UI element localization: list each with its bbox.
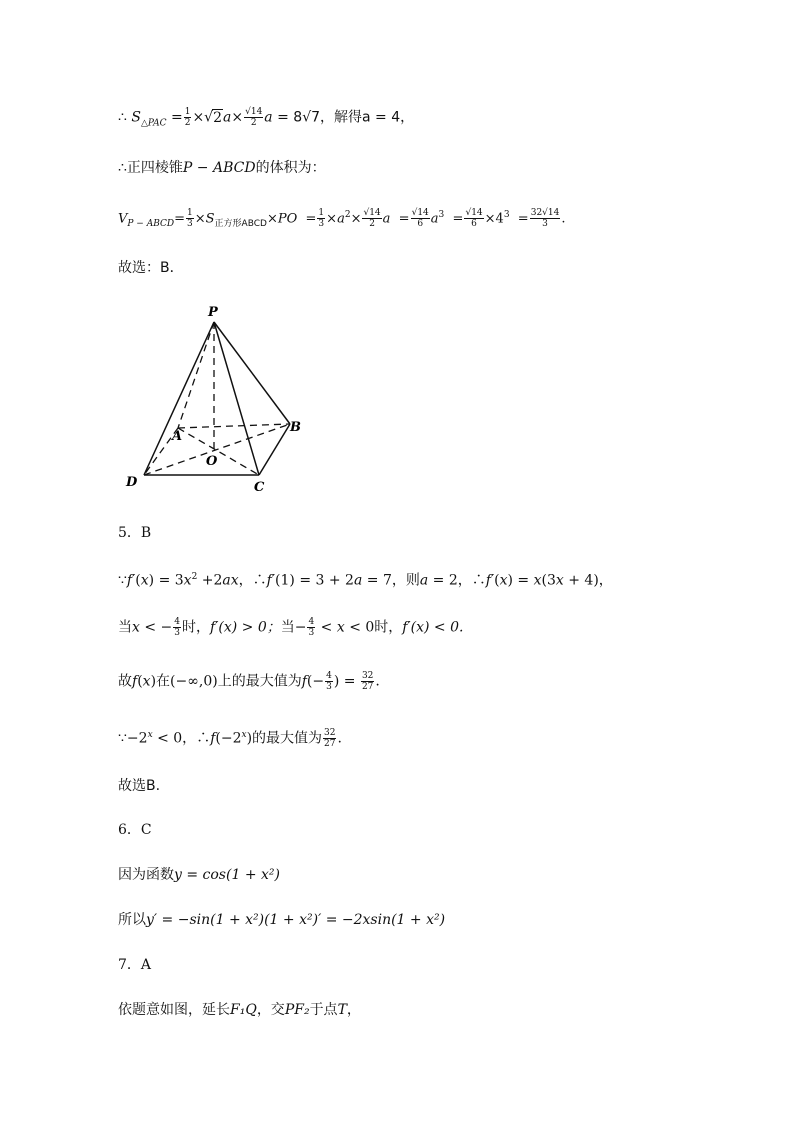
fraction-sqrt14-2: $\frac{√14}{2}$ <box>245 107 263 128</box>
pyramid-figure <box>120 300 320 500</box>
pyramid-name: P − ABCD <box>182 160 256 176</box>
segment-PF2: PF₂ <box>284 1002 310 1018</box>
so-text: 故 <box>118 673 132 690</box>
function-expr: y = cos(1 + x²) <box>174 867 280 883</box>
edge-PA <box>178 322 214 428</box>
answer-line-10: 故选B. <box>118 778 161 794</box>
square-subscript: 正方形ABCD <box>214 218 267 229</box>
edge-PD <box>144 322 214 475</box>
edge-PC <box>214 322 259 475</box>
extend-text: 依题意如图，延长 <box>118 1002 230 1018</box>
vertex-label-P: P <box>208 305 218 320</box>
area-result: = 8√7，解得a = 4， <box>277 109 415 126</box>
therefore-symbol: ∴ <box>118 160 127 176</box>
area-subscript: △PAC <box>140 118 167 129</box>
volume-text: 的体积为： <box>255 160 326 176</box>
when-text: 当 <box>280 619 295 636</box>
vertex-label-D: D <box>126 475 138 490</box>
time-text: 时， <box>182 619 211 636</box>
vertex-label-C: C <box>254 480 265 495</box>
text-line-volume-formula: $V_{P - ABCD}=$ $\frac{1}{3}$ $\times S_{正方形ABCD}\times PO$ = $\frac{1}{3}$ $\times a^2\times$ $\frac{√14}{2}$ a = $\frac{√14}{6}$ $a^3$ = $\frac{√14}{6}$ $\times 4^3$ = $\frac{32√14}{3}$ . <box>118 208 566 230</box>
vertex-label-B: B <box>290 420 301 435</box>
answer-line-7: 7．A <box>118 957 152 973</box>
text-line-max: 故f(x)在(−∞,0)上的最大值为f(− $\frac{4}{3}$ ) = $\frac{32}{27}$ . <box>118 671 380 692</box>
answer-line-4: 故选：B． <box>118 260 184 276</box>
volume-symbol: V <box>118 211 128 227</box>
intersect-text: ，交 <box>256 1002 285 1018</box>
edge-PB <box>214 322 290 424</box>
answer-line-5: 5．B <box>118 525 152 541</box>
when-text: 当 <box>118 619 132 636</box>
time-text: 时， <box>374 619 403 636</box>
pyramid-text: 正四棱锥 <box>126 160 183 176</box>
condition-negative: f′(x) < 0. <box>402 619 464 636</box>
area-symbol: S <box>131 109 141 126</box>
fraction-half: $\frac{1}{2}$ <box>184 107 191 128</box>
text-line-derivative-cos <box>118 910 445 930</box>
text-line-volume-intro <box>118 158 326 178</box>
text-line-composite: $\because-2^x < 0$，$\therefore f(-2^x)$的最大值为 $\frac{32}{27}$ . <box>118 728 342 750</box>
answer-line-6: 6．C <box>118 822 152 838</box>
interval: (−∞,0) <box>170 673 218 690</box>
because-symbol: ∵ <box>118 572 127 589</box>
derivative-expr: y′ = −sin(1 + x²)(1 + x²)′ = −2xsin(1 + x²) <box>146 912 446 928</box>
because-function-text: 因为函数 <box>118 867 174 883</box>
text-line-area: ∴ $S_{\triangle PAC}$ = $\frac{1}{2}$ ×√2a× $\frac{√14}{2}$ a = 8√7，解得a = 4， <box>118 107 415 129</box>
text-line-monotonic: 当x < − $\frac{4}{3}$ 时，f′(x) > 0；当− $\frac{4}{3}$ < x < 0时，f′(x) < 0. <box>118 617 464 638</box>
comma: ， <box>346 1002 361 1018</box>
segment-F1Q: F₁Q <box>230 1002 257 1018</box>
max-text: 上的最大值为 <box>217 673 302 690</box>
max-text: 的最大值为 <box>252 730 323 747</box>
point-T: T <box>337 1002 347 1018</box>
vertex-label-O: O <box>206 454 218 469</box>
text-line-ellipse <box>118 1000 361 1020</box>
therefore-symbol: ∴ <box>118 109 127 126</box>
so-text: 所以 <box>118 912 146 928</box>
at-point-text: 于点 <box>309 1002 338 1018</box>
on-text: 在 <box>156 673 171 690</box>
text-line-derivative: ∵f′(x) = $3x^2 +2ax$，∴f′(1) = 3 + 2a = 7，则a = 2，∴f′(x) = x(3x + 4)， <box>118 572 613 589</box>
edge-CB <box>259 424 290 475</box>
text-line-function <box>118 865 280 885</box>
condition-positive: f′(x) > 0； <box>210 619 281 636</box>
volume-subscript: P − ABCD <box>127 218 175 229</box>
vertex-label-A: A <box>172 429 183 444</box>
edge-AB <box>178 424 290 428</box>
